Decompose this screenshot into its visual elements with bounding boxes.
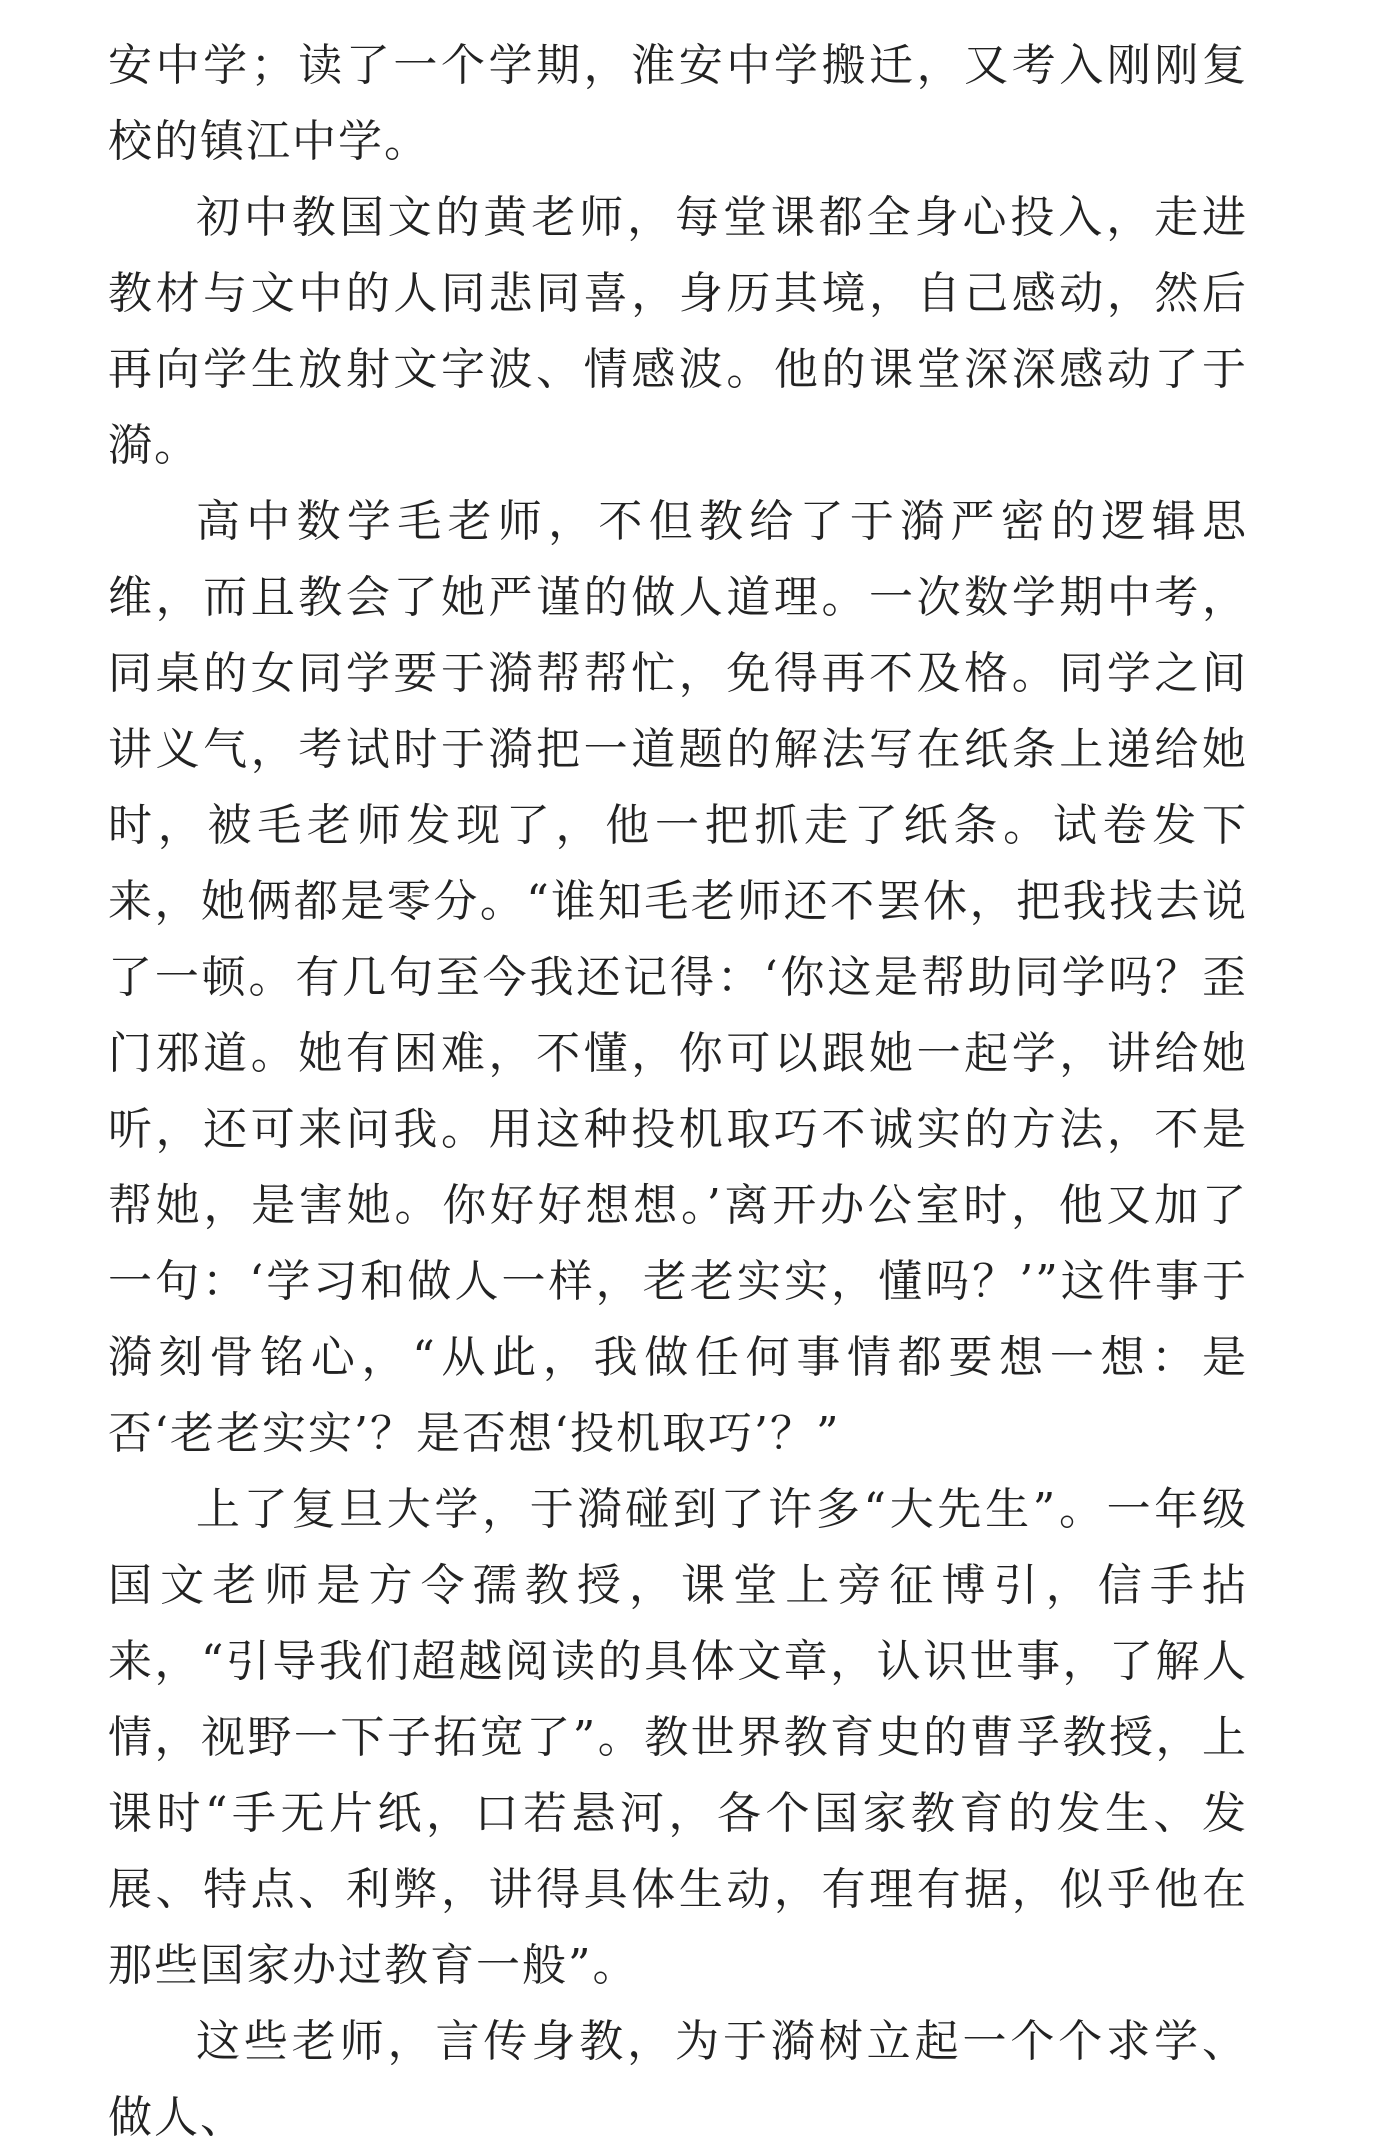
paragraph-teacher-huang: 初中教国文的黄老师，每堂课都全身心投入，走进教材与文中的人同悲同喜，身历其境，自己感动，然后再向学生放射文字波、情感波。他的课堂深深感动了于漪。	[108, 192, 1248, 471]
paragraph-teacher-mao: 高中数学毛老师，不但教给了于漪严密的逻辑思维，而且教会了她严谨的做人道理。一次数学期中考，同桌的女同学要于漪帮帮忙，免得再不及格。同学之间讲义气，考试时于漪把一道题的解法写在纸条上递给她时，被毛老师发现了，他一把抓走了纸条。试卷发下来，她俩都是零分。“谁知毛老师还不罢休，把我找去说了一顿。有几句至今我还记得：‘你这是帮助同学吗？歪门邪道。她有困难，不懂，你可以跟她一起学，讲给她听，还可来问我。用这种投机取巧不诚实的方法，不是帮她，是害她。你好好想想。’离开办公室时，他又加了一句：‘学习和做人一样，老老实实，懂吗？’”这件事于漪刻骨铭心，“从此，我做任何事情都要想一想：是否‘老老实实’？是否想‘投机取巧’？”	[108, 496, 1248, 1459]
paragraph-teachers-influence: 这些老师，言传身教，为于漪树立起一个个求学、做人、	[108, 2016, 1248, 2143]
paragraph-fudan: 上了复旦大学，于漪碰到了许多“大先生”。一年级国文老师是方令孺教授，课堂上旁征博引，信手拈来，“引导我们超越阅读的具体文章，认识世事，了解人情，视野一下子拓宽了”。教世界教育史的曹孚教授，上课时“手无片纸，口若悬河，各个国家教育的发生、发展、特点、利弊，讲得具体生动，有理有据，似乎他在那些国家办过教育一般”。	[108, 1484, 1248, 1991]
body-text	[108, 28, 1248, 2156]
paragraph-continued: 安中学；读了一个学期，淮安中学搬迁，又考入刚刚复校的镇江中学。	[108, 40, 1248, 167]
